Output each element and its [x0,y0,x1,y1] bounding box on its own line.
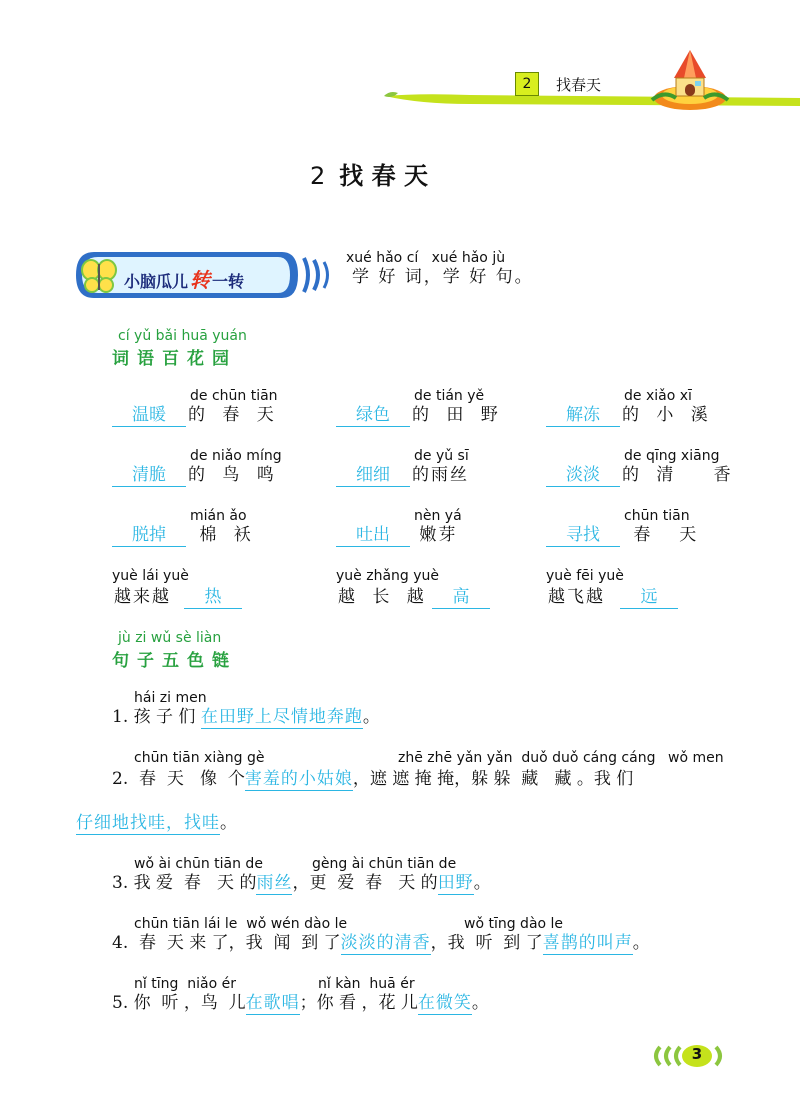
sentence3-text-2: ，更 爱 春 天 的 [292,873,438,893]
sentence5-text: 5. 你 听 ，鸟 儿 [112,993,246,1013]
sentence4-end: 。 [632,933,650,953]
lesson-title [310,156,428,191]
word-answer: 淡淡 [546,464,620,487]
section2-pinyin: jù zi wǔ sè liàn [118,630,222,646]
banner-label-part1: 小脑瓜儿 [124,272,189,291]
word-text: 的 春 天 [188,405,280,425]
word-answer: 解冻 [546,404,620,427]
sentence4-pinyin: wǒ tīng dào le [464,916,564,932]
sentence5-end: 。 [471,993,489,1013]
word-pinyin: de tián yě [414,388,485,404]
sentence1-text: 1. 孩 子 们 [112,707,201,727]
sentence3-answer: 雨丝 [256,873,293,893]
word-pinyin: chūn tiān [624,508,690,524]
lesson-title-text: 找 春 天 [339,162,428,190]
banner-pinyin: xué hǎo cí xué hǎo jù [346,250,506,266]
banner-label [124,264,244,293]
sentence4-answer: 淡淡的清香 [340,933,431,953]
word-answer: 脱掉 [112,524,186,547]
word-pinyin: de qīng xiāng [624,448,720,464]
sentence2-answer-2: 仔细地找哇，找哇 [76,813,220,833]
yue-answer: 热 [184,586,242,609]
sentence5-text-2: ；你 看 ，花 儿 [299,993,418,1013]
yue-pinyin: yuè lái yuè [112,568,189,584]
word-pinyin: de xiǎo xī [624,388,692,404]
sentence4-pinyin: chūn tiān lái le wǒ wén dào le [134,916,348,932]
word-pinyin: de niǎo míng [190,448,282,464]
sentence2-answer: 害羞的小姑娘 [244,769,353,789]
sentence1-pinyin: hái zi men [134,690,207,706]
word-text: 嫩芽 [412,525,458,545]
word-pinyin: de chūn tiān [190,388,278,404]
yue-text: 越来越 [114,587,171,607]
yue-pinyin: yuè fēi yuè [546,568,624,584]
yue-text: 越飞越 [548,587,605,607]
sentence1-end: 。 [362,707,380,727]
banner-text: 学 好 词，学 好 句。 [352,267,534,287]
word-text: 春 天 [622,525,703,545]
house-icon [650,48,730,112]
word-text: 的 清 香 [622,465,737,485]
sentence2-cont [76,812,237,834]
banner-label-turn: 转 [190,268,211,292]
sentence3-pinyin: gèng ài chūn tiān de [312,856,457,872]
sentence2-pinyin: zhē zhē yǎn yǎn duǒ duǒ cáng cáng [398,750,656,766]
word-answer: 绿色 [336,404,410,427]
section1-pinyin: cí yǔ bǎi huā yuán [118,328,247,344]
lesson-title-number: 2 [310,162,326,190]
sentence3-pinyin: wǒ ài chūn tiān de [134,856,263,872]
sentence1-answer: 在田野上尽情地奔跑 [200,707,363,727]
sentence2-pinyin: chūn tiān xiàng gè [134,750,265,766]
sentence5-pinyin: nǐ kàn huā ér [318,976,415,992]
sentence3-answer-2: 田野 [437,873,474,893]
yue-answer: 高 [432,586,490,609]
word-answer: 清脆 [112,464,186,487]
banner-label-part2: 一转 [212,272,245,291]
word-pinyin: de yǔ sī [414,448,469,464]
section1-title: 词语百花园 [112,349,237,369]
sentence3-end: 。 [473,873,491,893]
word-pinyin: nèn yá [414,508,462,524]
butterfly-icon [80,258,118,294]
sentence4-text: 4. 春 天 来 了，我 闻 到 了 [112,933,341,953]
word-answer: 温暖 [112,404,186,427]
sentence3 [112,872,491,894]
word-text: 的 小 溪 [622,405,714,425]
word-answer: 吐出 [336,524,410,547]
word-answer: 细细 [336,464,410,487]
sentence5 [112,992,489,1014]
yue-pinyin: yuè zhǎng yuè [336,568,440,584]
section2-title: 句子五色链 [112,651,237,671]
sentence2-text: 2. 春 天 像 个 [112,769,245,789]
lesson-number-badge: 2 [515,72,539,96]
sentence4-text-2: ，我 听 到 了 [430,933,543,953]
header-lesson-title: 找春天 [556,76,602,94]
sentence2-text-2: ，遮 遮 掩 掩，躲 躲 藏 藏 。我 们 [352,769,634,789]
word-text: 棉 袄 [188,525,257,545]
word-pinyin: mián ǎo [190,508,247,524]
sentence5-pinyin: nǐ tīng niǎo ér [134,976,236,992]
word-text: 的 田 野 [412,405,504,425]
yue-answer: 远 [620,586,678,609]
sentence2-pinyin: wǒ men [668,750,724,766]
sentence2 [112,768,633,790]
yue-text: 越 长 越 [338,587,430,607]
page-number: 3 [691,1045,703,1063]
word-text: 的雨丝 [412,465,469,485]
sentence4 [112,932,650,954]
sentence1 [112,706,380,728]
word-text: 的 鸟 鸣 [188,465,280,485]
sentence3-text: 3. 我 爱 春 天 的 [112,873,257,893]
sentence5-answer-2: 在微笑 [417,993,472,1013]
sentence2-end: 。 [220,813,237,833]
sentence4-answer-2: 喜鹊的叫声 [542,933,633,953]
sentence5-answer: 在歌唱 [245,993,300,1013]
word-answer: 寻找 [546,524,620,547]
